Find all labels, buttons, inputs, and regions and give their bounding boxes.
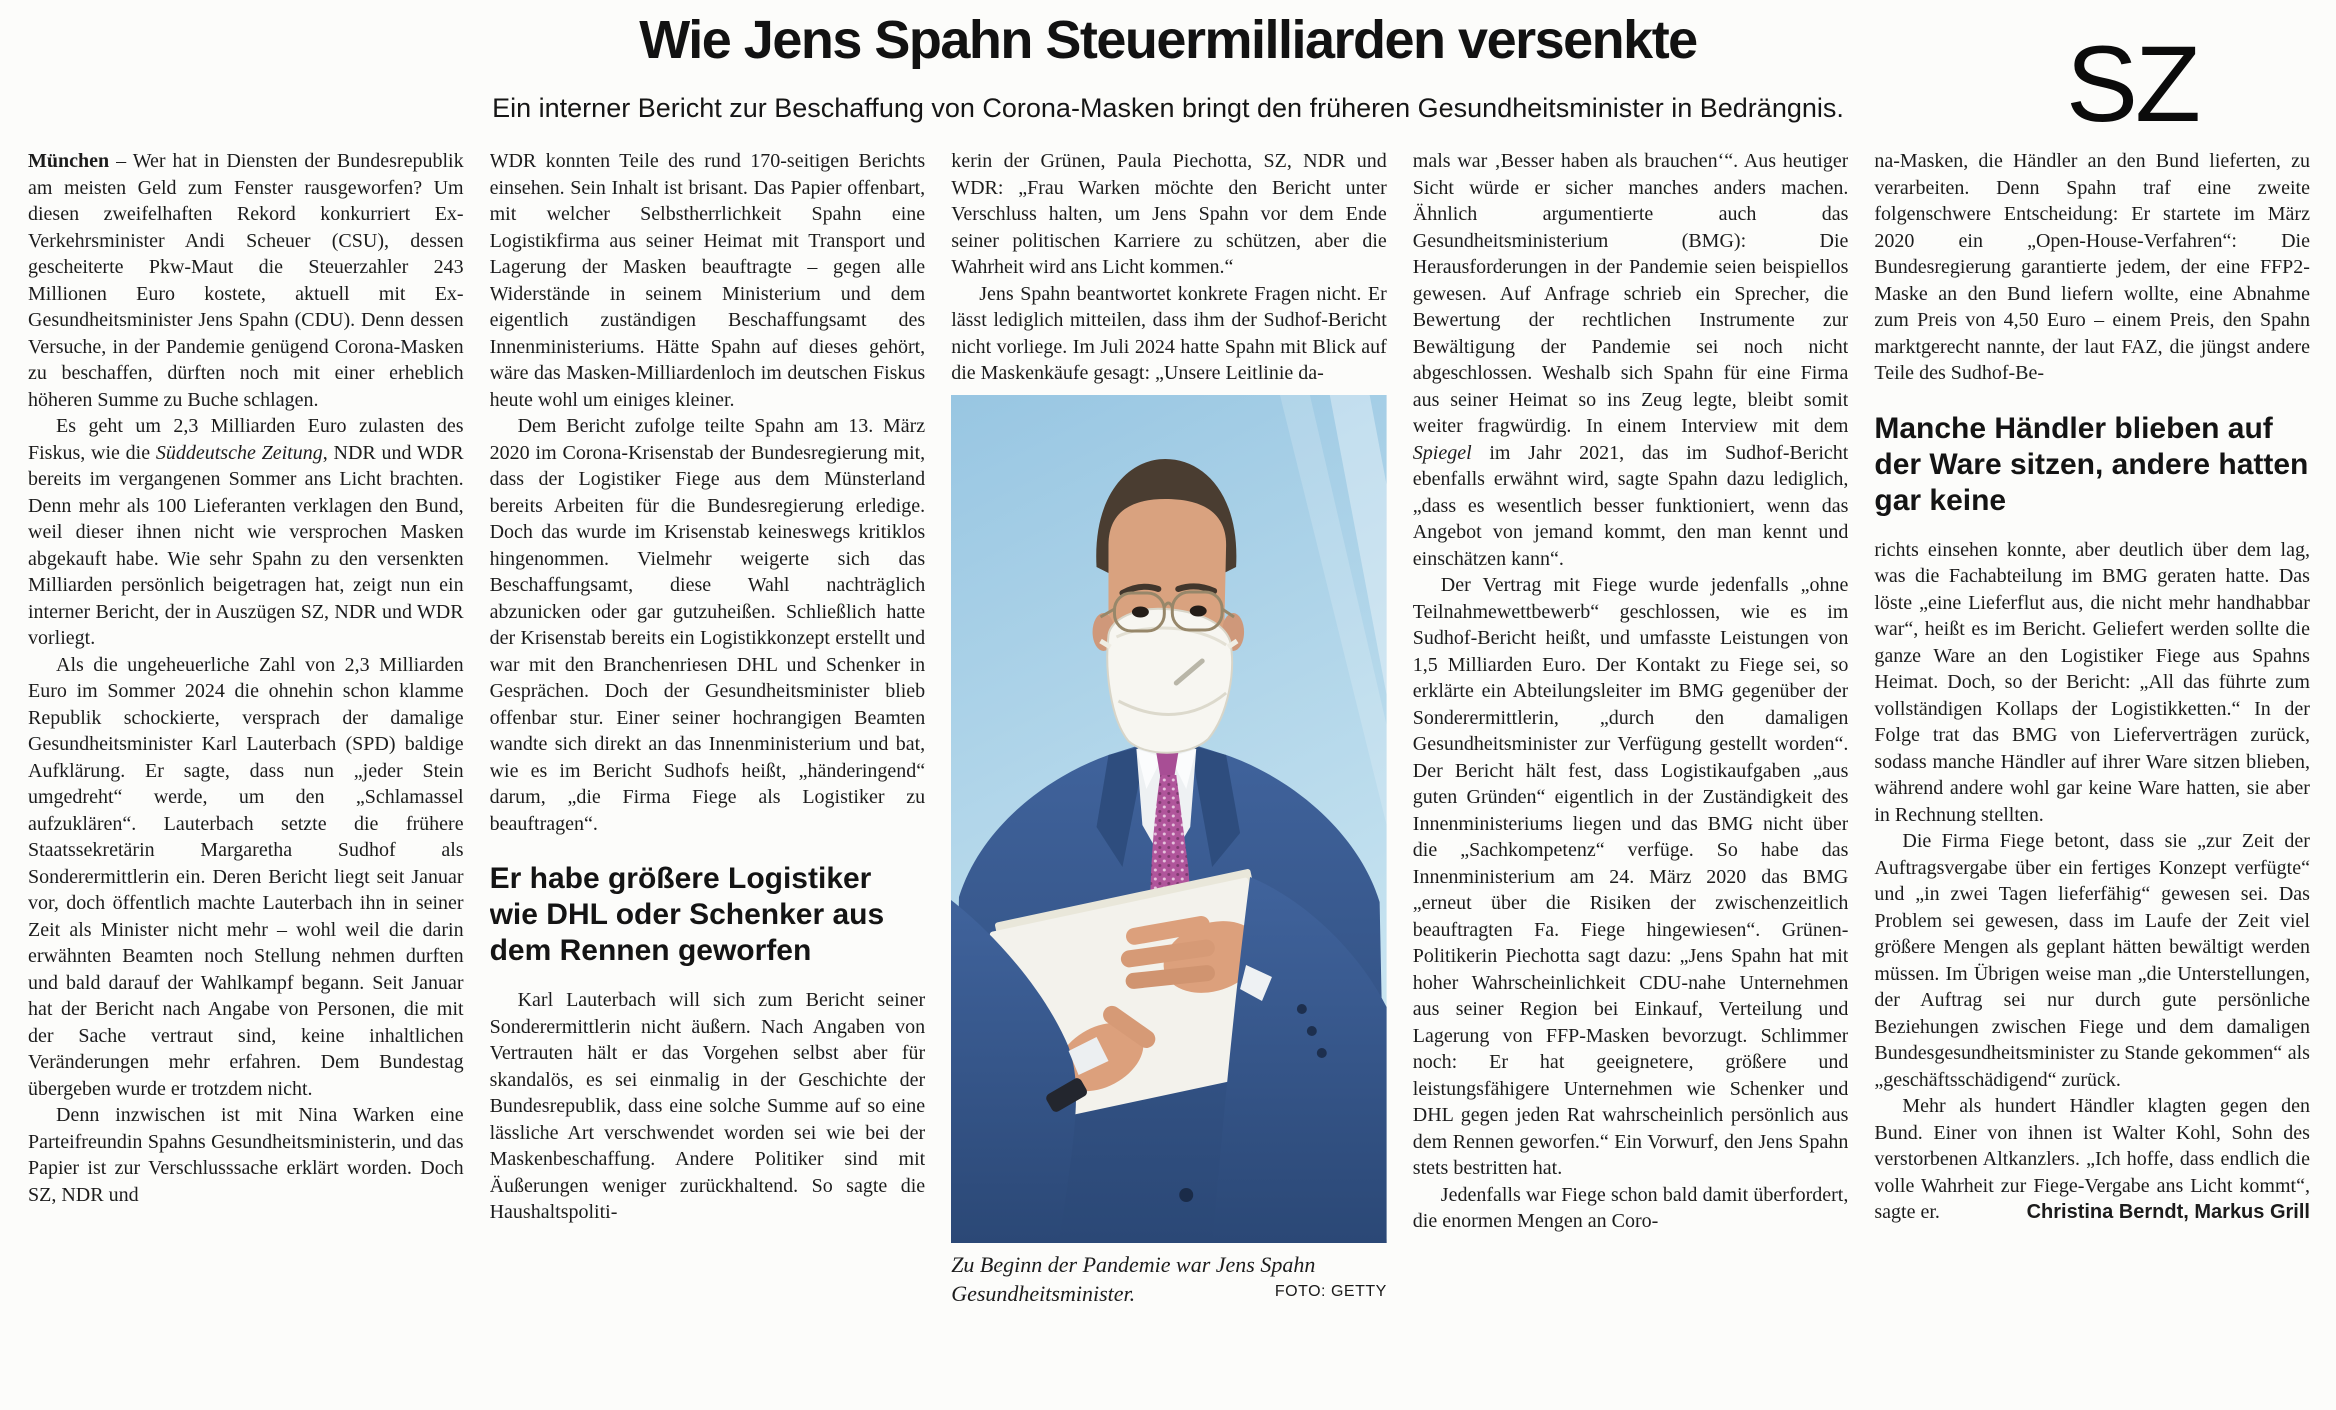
photo-credit: FOTO: GETTY (1274, 1282, 1387, 1300)
page-title: Wie Jens Spahn Steuermilliarden versenkte (639, 10, 1697, 70)
paragraph: Der Vertrag mit Fiege wurde jedenfalls „ohne Teilnahmewettbewerb“ geschlossen, wie es im Sudhof-Bericht heißt, und umfasste Leistungen von 1,5 Milliarden Euro. Der Kontakt zu Fiege sei, so erklärte ein Abteilungsleiter im BMG gegenüber der Sonderermittlerin, „durch den damaligen Gesundheitsminister zur Verfügung gestellt worden“. Der Bericht hält fest, dass Logistikaufgaben „aus guten Gründen“ eigentlich in der Zuständigkeit des Innenministeriums liegen und das BMG nicht über die „Sachkompetenz“ verfüge. So habe das Innenministerium am 24. März 2020 das BMG „erneut über die Risiken der zwischenzeitlich beauftragten Fa. Fiege hingewiesen“. Grünen-Politikerin Piechotta sagt dazu: „Jens Spahn hat mit hoher Wahrscheinlichkeit CDU-nahe Unternehmen aus seiner Region bei Einkauf, Verteilung und Lagerung von FFP-Masken bevorzugt. Schlimmer noch: Er hat geeignetere, größere und leistungsfähigere Unternehmen wie Schenker und DHL gegen jeden Rat wahrscheinlich persönlich aus dem Rennen geworfen.“ Ein Vorwurf, den Jens Spahn stets bestritten hat. (1412, 574, 1849, 1179)
spahn-photo (951, 395, 1387, 1243)
article-column-4 (1413, 148, 1849, 1408)
article-column-5 (1874, 148, 2310, 1408)
article-column-2 (490, 148, 926, 1408)
paragraph: Karl Lauterbach will sich zum Bericht seiner Sonderermittlerin nicht äußern. Nach Angaben von Vertrauten hält er das Vorgehen selbst aber für skandalös, es sei einmalig in der Geschichte der Bundesrepublik, dass eine solche Summe auf so eine lässliche Art verschwendet worden sei wie bei der Maskenbeschaffung. Andere Politiker sind mit Äußerungen weniger zurückhaltend. So sagte die Haushaltspoliti- (489, 989, 926, 1223)
photo-caption: Zu Beginn der Pandemie war Jens Spahn Gesundheitsminister. FOTO: GETTY (951, 1251, 1387, 1306)
jacket-button (1179, 1188, 1193, 1202)
paragraph: mals war ‚Besser haben als brauchen‘“. Aus heutiger Sicht würde er sicher manches anders machen. Ähnlich argumentierte auch das Gesundheitsministerium (BMG): Die Herausforderungen in der Pandemie seien beispiellos gewesen. Auf Anfrage schrieb ein Sprecher, die Bewertung der rechtlichen Instrumente zur Bewältigung der Pandemie sei noch nicht abgeschlossen. Weshalb sich Spahn für eine Firma aus seiner Heimat so ins Zeug legte, bleibt somit weiter fragwürdig. In einem Interview mit dem Spiegel im Jahr 2021, das im Sudhof-Bericht ebenfalls erwähnt wird, sagte Spahn dazu lediglich, „dass es wesentlich besser funktioniert, wenn das Angebot von jemand kommt, den man kennt und einschätzen kann“. (1412, 150, 1849, 570)
byline: Christina Berndt, Markus Grill (2026, 1201, 2310, 1223)
paragraph: richts einsehen konnte, aber deutlich über dem lag, was die Fachabteilung im BMG geraten hatte. Das löste „eine Lieferflut aus, die nicht mehr handhabbar war“, heißt es im Bericht. Geliefert werden sollte die ganze Ware an den Logistiker Fiege aus Spahns Heimat. Doch, so der Bericht: „All das führte zum vollständigen Kollaps der Logistikketten.“ In der Folge trat das BMG von Lieferverträgen zurück, sodass manche Händler auf ihrer Ware sitzen blieben, während andere wohl gar keine Ware hatten, sie aber in Rechnung stellten. (1874, 538, 2310, 826)
left-eye (1132, 606, 1149, 617)
paragraph: kerin der Grünen, Paula Piechotta, SZ, NDR und WDR: „Frau Warken möchte den Bericht unter Verschluss halten, um Jens Spahn vor dem Ende seiner politischen Karriere zu schützen, aber die Wahrheit wird ans Licht kommen.“ (951, 150, 1387, 278)
article-figure (951, 395, 1387, 1308)
sz-logo: SZ (2065, 23, 2198, 144)
paragraph: Die Firma Fiege betont, dass sie „zur Zeit der Auftragsvergabe über ein fertiges Konzept verfügte“ und „in zwei Tagen lieferfähig“ gewesen sei. Das Problem sei gewesen, dass im Laufe der Zeit viel größere Mengen als geplant hätten bewältigt werden müssen. Im Übrigen weise man „die Unterstellungen, der Auftrag sei nur durch gute persönliche Beziehungen zwischen Fiege und dem damaligen Bundesgesundheitsminister zu Stande gekommen“ als „geschäftsschädigend“ zurück. (1874, 830, 2310, 1091)
article-column-1 (28, 148, 464, 1408)
paragraph: Mehr als hundert Händler klagten gegen den Bund. Einer von ihnen ist Walter Kohl, Sohn des verstorbenen Altkanzlers. „Ich hoffe, dass endlich die volle Wahrheit zur Fiege-Vergabe ans Licht kommt“, sagte er. Christina Berndt, Markus Grill (1874, 1093, 2310, 1226)
paragraph: Es geht um 2,3 Milliarden Euro zulasten des Fiskus, wie die Süddeutsche Zeitung, NDR und WDR bereits im vergangenen Sommer ans Licht brachten. Denn mehr als 100 Lieferanten verklagen den Bund, weil dieser ihnen nicht wie versprochen Masken abgekauft habe. Wie sehr Spahn zu den versenkten Milliarden persönlich beigetragen hat, zeigt nun ein interner Bericht, der in Auszügen SZ, NDR und WDR vorliegt. (28, 415, 464, 649)
paragraph: München – Wer hat in Diensten der Bundesrepublik am meisten Geld zum Fenster rausgeworfen? Um diesen zweifelhaften Rekord konkurriert Ex-Verkehrsminister Andi Scheuer (CSU), dessen gescheiterte Pkw-Maut die Steuerzahler 243 Millionen Euro kostete, aktuell mit Ex-Gesundheitsminister Jens Spahn (CDU). Denn dessen Versuche, in der Pandemie genügend Corona-Masken zu beschaffen, dürften noch mit einer erheblich höheren Summe zu Buche schlagen. (28, 150, 464, 411)
cuff-button (1297, 1004, 1307, 1014)
subheading-haendler: Manche Händler blieben auf der Ware sitzen, andere hatten gar keine (1874, 411, 2309, 517)
subheading-logistiker: Er habe größere Logistiker wie DHL oder Schenker aus dem Rennen geworfen (489, 862, 885, 967)
dateline: München (28, 150, 110, 172)
article-column-3 (951, 148, 1387, 1408)
paragraph: Jens Spahn beantwortet konkrete Fragen nicht. Er lässt lediglich mitteilen, dass ihm der Sudhof-Bericht nicht vorliege. Im Juli 2024 hatte Spahn mit Blick auf die Maskenkäufe gesagt: „Unsere Leitlinie da- (951, 282, 1387, 384)
paragraph: na-Masken, die Händler an den Bund lieferten, zu verarbeiten. Denn Spahn traf eine zweite folgenschwere Entscheidung: Er startete im März 2020 ein „Open-House-Verfahren“: Die Bundesregierung garantierte jedem, der eine FFP2-Maske an den Bund liefern wollte, eine Abnahme zum Preis von 4,50 Euro – einem Preis, den Spahn marktgerecht nannte, der laut FAZ, die jüngst andere Teile des Sudhof-Be- (1874, 150, 2310, 384)
paragraph: Dem Bericht zufolge teilte Spahn am 13. März 2020 im Corona-Krisenstab der Bundesregierung mit, dass der Logistiker Fiege aus dem Münsterland bereits Arbeiten für die Bundesregierung erledige. Doch das wurde im Krisenstab keineswegs kritiklos hingenommen. Vielmehr weigerte sich das Beschaffungsamt, diese Wahl nachträglich abzunicken oder gar gutzuheißen. Schließlich hatte der Krisenstab bereits ein Logistikkonzept erstellt und war mit den Branchenriesen DHL und Schenker in Gesprächen. Doch der Gesundheitsminister blieb offenbar stur. Einer seiner hochrangigen Beamten wandte sich direkt an das Innenministerium und bat, wie es im Bericht Sudhofs heißt, „händeringend“ darum, „die Firma Fiege als Logistiker zu beauftragen“. (489, 415, 926, 835)
right-eye (1190, 605, 1207, 616)
masthead (0, 0, 2336, 124)
paragraph: Denn inzwischen ist mit Nina Warken eine Parteifreundin Spahns Gesundheitsministerin, und das Papier ist zur Verschlusssache erklärt worden. Doch SZ, NDR und (28, 1104, 464, 1206)
cuff-button (1317, 1048, 1327, 1058)
paragraph: WDR konnten Teile des rund 170-seitigen Berichts einsehen. Sein Inhalt ist brisant. Das Papier offenbart, mit welcher Selbstherrlichkeit Spahn eine Logistikfirma aus seiner Heimat mit Transport und Lagerung der Masken beauftragte – gegen alle Widerstände in seinem Ministerium und dem eigentlich zuständigen Beschaffungsamt des Innenministeriums. Hätte Spahn auf dieses gehört, wäre das Masken-Milliardenloch im deutschen Fiskus heute wohl um einiges kleiner. (489, 150, 926, 411)
paragraph: Als die ungeheuerliche Zahl von 2,3 Milliarden Euro im Sommer 2024 die ohnehin schon klamme Republik schockierte, versprach der damalige Gesundheitsminister Karl Lauterbach (SPD) baldige Aufklärung. Er sagte, dass nun „jeder Stein umgedreht“ werde, um den „Schlamassel aufzuklären“. Lauterbach setzte die frühere Staatssekretärin Margaretha Sudhof als Sonderermittlerin ein. Deren Bericht liegt seit Januar vor, doch öffentlich machte Lauterbach ihn in seiner Zeit als Minister nicht mehr – wohl weil die darin erwähnten Beamten noch Stellung nehmen durften und bald darauf der Wahlkampf begann. Seit Januar hat der Bericht nach Angabe von Personen, die mit der Sache vertraut sind, keine inhaltlichen Veränderungen mehr erfahren. Dem Bundestag übergeben wurde er trotzdem nicht. (28, 653, 464, 1100)
page-subtitle: Ein interner Bericht zur Beschaffung von Corona-Masken bringt den früheren Gesundheitsminister in Bedrängnis. (492, 92, 1844, 123)
paragraph: Jedenfalls war Fiege schon bald damit überfordert, die enormen Mengen an Coro- (1412, 1183, 1849, 1232)
cuff-button (1307, 1026, 1317, 1036)
article-columns (28, 148, 2310, 1408)
